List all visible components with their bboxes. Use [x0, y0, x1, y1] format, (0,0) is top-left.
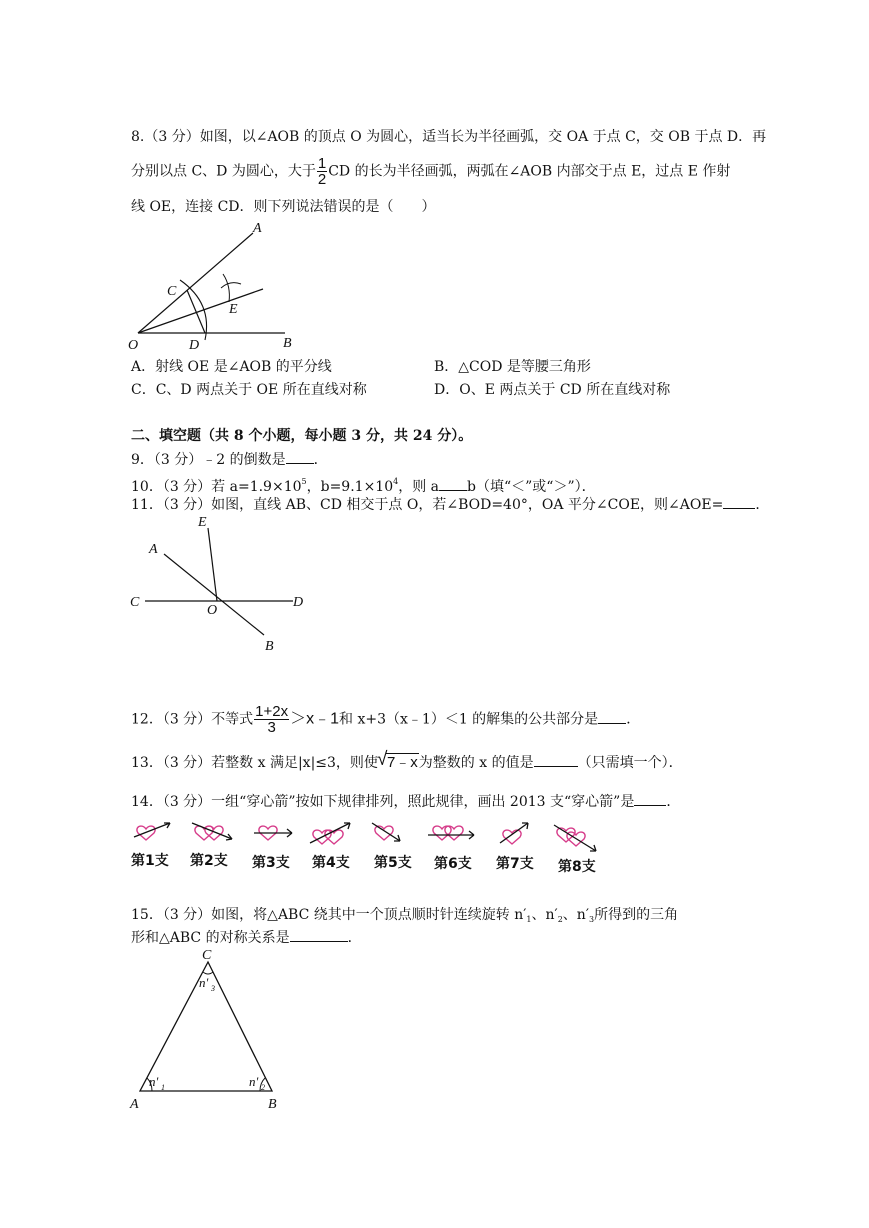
arrow-5 — [372, 823, 400, 841]
q9-end: ． — [313, 452, 328, 468]
arrow-label-4: 第4支 — [312, 855, 350, 871]
section-title: 二、填空题（共 8 个小题，每小题 3 分，共 24 分）。 — [131, 428, 473, 444]
q10-exp1: 5 — [301, 477, 307, 486]
q12-p2: ＞x﹣1 — [290, 710, 340, 728]
arrow-2 — [192, 823, 232, 840]
q15-figure — [125, 942, 295, 1112]
arrow-1 — [134, 823, 170, 840]
label-e: E — [198, 515, 207, 530]
q8-option-c: C．C、D 两点关于 OE 所在直线对称 — [131, 382, 367, 398]
label-n2-sub: 2 — [261, 1083, 265, 1092]
q10-blank — [439, 478, 467, 491]
label-n1: n′ — [149, 1074, 159, 1089]
label-a: A — [253, 221, 262, 236]
q8-line1: 8.（3 分）如图，以∠AOB 的顶点 O 为圆心，适当长为半径画弧，交 OA 于点 C，交 OB 于点 D．再 — [131, 129, 767, 145]
q8-line2-part2: CD 的长为半径画弧，两弧在∠AOB 内部交于点 E，过点 E 作射 — [328, 163, 731, 180]
q11-text: 11．（3 分）如图，直线 AB、CD 相交于点 O，若∠BOD=40°，OA 平分∠COE，则∠AOE= — [131, 497, 724, 513]
label-d: D — [189, 338, 200, 353]
label-n3: n′ — [199, 975, 209, 990]
q13-radicand: 7﹣x — [386, 754, 418, 771]
q15-line1 — [131, 906, 678, 929]
q10-p2: ，b=9.1×10 — [306, 479, 394, 495]
q15-sub1: 1 — [526, 915, 532, 924]
ray-oe — [138, 289, 263, 333]
arrow-3 — [254, 826, 292, 840]
label-a: A — [149, 542, 158, 557]
q9-text: 9．（3 分）﹣2 的倒数是 — [131, 452, 286, 468]
q8-fraction — [317, 156, 327, 187]
q8-frac-num: 1 — [317, 155, 327, 172]
line-ab — [164, 554, 264, 635]
label-n2: n′ — [249, 1074, 259, 1089]
q14 — [131, 793, 680, 811]
q12-p4: ． — [626, 711, 641, 728]
label-n3-sub: 3 — [211, 984, 215, 993]
label-b: B — [265, 639, 274, 654]
q8-option-a: A．射线 OE 是∠AOB 的平分线 — [131, 359, 332, 375]
q8-frac-den: 2 — [317, 171, 327, 188]
arrow-label-2: 第2支 — [190, 853, 228, 869]
q11-blank — [723, 496, 755, 509]
arrow-label-7: 第7支 — [496, 856, 534, 872]
q8-line2 — [131, 156, 730, 187]
q12-p3: 和 x+3（x﹣1）＜1 的解集的公共部分是 — [339, 711, 599, 728]
q15-p1: 15．（3 分）如图，将△ABC 绕其中一个顶点顺时针连续旋转 n′ — [131, 907, 527, 923]
arrow-7 — [500, 823, 528, 844]
label-b: B — [268, 1097, 277, 1112]
q8-line2-part1: 分别以点 C、D 为圆心，大于 — [131, 163, 316, 180]
q14-arrows — [128, 815, 618, 855]
q8-figure — [125, 218, 305, 353]
arrow-6 — [428, 826, 474, 840]
q15-sub3: 3 — [589, 915, 595, 924]
q13 — [131, 749, 683, 774]
q12-frac-den: 3 — [267, 719, 276, 736]
label-a: A — [130, 1097, 139, 1112]
q8-option-d: D．O、E 两点关于 CD 所在直线对称 — [434, 382, 671, 398]
label-o: O — [207, 603, 218, 618]
q12 — [131, 704, 640, 735]
label-e: E — [229, 302, 238, 317]
q12-frac-num: 1+2x — [255, 703, 289, 720]
q13-blank — [534, 754, 578, 767]
label-n1-sub: 1 — [161, 1083, 165, 1092]
arrow-label-5: 第5支 — [374, 855, 412, 871]
label-c: C — [130, 595, 140, 610]
arrow-8 — [554, 825, 596, 851]
arrow-label-3: 第3支 — [252, 855, 290, 871]
q9 — [131, 451, 328, 469]
q14-text: 14．（3 分）一组“穿心箭”按如下规律排列，照此规律，画出 2013 支“穿心箭”是 — [131, 794, 635, 810]
q14-end: ． — [666, 794, 681, 810]
segment-cd — [187, 290, 205, 333]
q13-p3: （只需填一个）． — [577, 755, 683, 771]
q13-sqrt — [376, 749, 419, 774]
label-b: B — [283, 336, 292, 351]
q10-p3: ，则 a — [398, 479, 440, 495]
q12-blank — [598, 711, 626, 724]
q8-option-b: B．△COD 是等腰三角形 — [434, 359, 591, 375]
q11-end: ． — [755, 497, 770, 513]
q10-p1: 10．（3 分）若 a=1.9×10 — [131, 479, 302, 495]
label-c: C — [167, 284, 177, 299]
arrow-label-8: 第8支 — [558, 859, 596, 875]
q15-p4: ． — [347, 930, 362, 946]
arc-e-2 — [221, 283, 241, 288]
label-o: O — [128, 338, 139, 353]
q10 — [131, 473, 596, 496]
sqrt-sign: √ — [376, 749, 388, 770]
arrow-label-6: 第6支 — [434, 856, 472, 872]
q10-p4: b（填“＜”或“＞”）． — [467, 479, 596, 495]
angle-mark-c — [203, 972, 213, 974]
arrow-label-1: 第1支 — [131, 853, 169, 869]
q13-p2: 为整数的 x 的值是 — [418, 755, 534, 771]
q13-p1: 13．（3 分）若整数 x 满足|x|≤3，则使 — [131, 755, 378, 771]
q15-sep1: 、n′ — [531, 907, 558, 923]
q9-blank — [286, 451, 314, 464]
q12-p1: 12．（3 分）不等式 — [131, 711, 254, 728]
q8-line3: 线 OE，连接 CD．则下列说法错误的是（ ） — [131, 199, 436, 215]
q15-blank — [290, 929, 348, 942]
q15-p2: 所得到的三角 — [594, 907, 679, 923]
q12-fraction — [254, 704, 289, 735]
label-d: D — [293, 595, 304, 610]
q15-p3: 形和△ABC 的对称关系是 — [131, 930, 290, 946]
arrow-4 — [310, 823, 350, 844]
q11-figure — [125, 510, 325, 658]
q15-sub2: 2 — [557, 915, 563, 924]
q14-blank — [634, 793, 666, 806]
q10-exp2: 4 — [393, 477, 399, 486]
label-c: C — [202, 948, 212, 963]
arc-e-1 — [223, 274, 229, 302]
q15-sep2: 、n′ — [562, 907, 589, 923]
